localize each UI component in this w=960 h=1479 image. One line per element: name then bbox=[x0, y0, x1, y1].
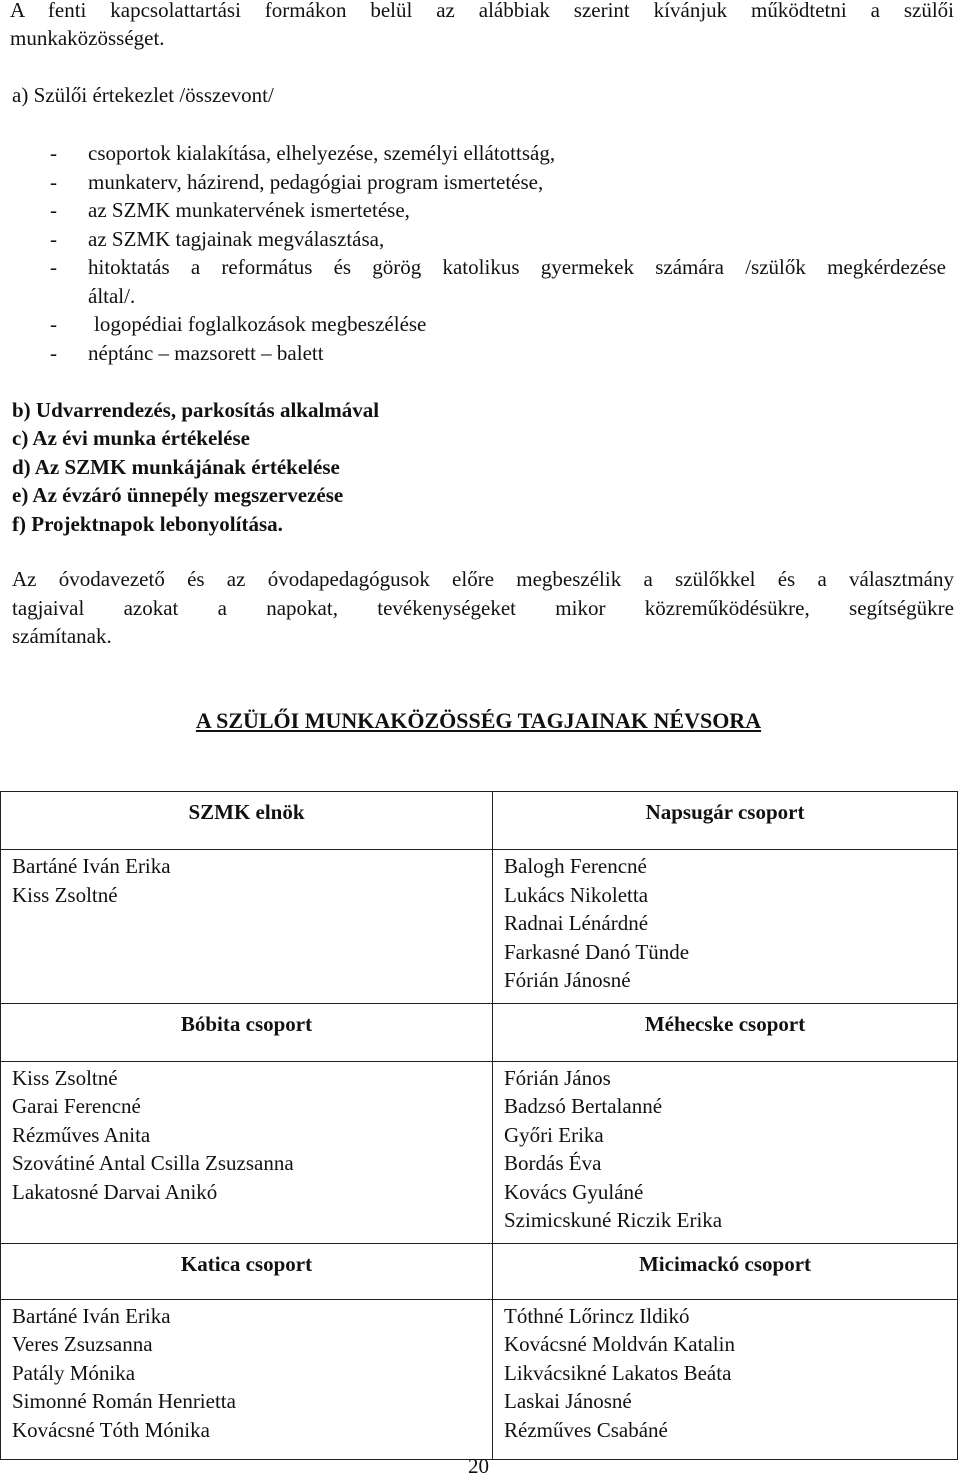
intro-line-1: A fenti kapcsolattartási formákon belül az alábbiak szerint kívánjuk működtetni a szülői bbox=[10, 0, 954, 22]
member-name: Rézműves Csabáné bbox=[504, 1417, 668, 1442]
member-name: Szimicskuné Riczik Erika bbox=[504, 1208, 723, 1232]
member-name: Bartáné Iván Erika bbox=[12, 1303, 171, 1328]
page-number: 20 bbox=[468, 1454, 489, 1478]
table-header-napsugar: Napsugár csoport bbox=[493, 792, 958, 850]
table-cell-bobita bbox=[1, 1061, 493, 1243]
members-table bbox=[0, 791, 958, 1460]
paragraph-line: Az óvodavezető és az óvodapedagógusok előre megbeszélik a szülőkkel és a választmány bbox=[12, 567, 954, 591]
table-header-mehecske: Méhecske csoport bbox=[493, 1003, 958, 1061]
section-b-heading: b) Udvarrendezés, parkosítás alkalmával bbox=[12, 398, 380, 422]
member-name: Fórián Jánosné bbox=[504, 968, 631, 992]
member-name: Badzsó Bertalanné bbox=[504, 1094, 663, 1118]
member-name: Kovács Gyuláné bbox=[504, 1179, 644, 1204]
member-name: Tóthné Lőrincz Ildikó bbox=[504, 1303, 690, 1328]
member-name: Balogh Ferencné bbox=[504, 854, 647, 878]
member-name: Fórián János bbox=[504, 1065, 611, 1090]
table-cell-szmk-elnok bbox=[1, 850, 493, 1004]
member-name: Likvácsikné Lakatos Beáta bbox=[504, 1360, 732, 1385]
section-f-heading: f) Projektnapok lebonyolítása. bbox=[12, 512, 283, 536]
table-cell-micimacko bbox=[493, 1299, 958, 1459]
table-header-micimacko: Micimackó csoport bbox=[493, 1243, 958, 1299]
table-cell-mehecske bbox=[493, 1061, 958, 1243]
table-cell-katica bbox=[1, 1299, 493, 1459]
member-name: Győri Erika bbox=[504, 1122, 604, 1147]
table-header-szmk-elnok: SZMK elnök bbox=[1, 792, 493, 850]
intro-line-2: munkaközösséget. bbox=[10, 26, 165, 50]
member-name: Garai Ferencné bbox=[12, 1094, 141, 1118]
paragraph-line: számítanak. bbox=[12, 624, 112, 648]
member-name: Lakatosné Darvai Anikó bbox=[12, 1179, 218, 1204]
member-name: Kovácsné Moldván Katalin bbox=[504, 1332, 735, 1356]
table-header-bobita: Bóbita csoport bbox=[1, 1003, 493, 1061]
member-name: Rézműves Anita bbox=[12, 1122, 151, 1147]
list-item: - hitoktatás a református és görög katolikus gyermekek számára /szülők megkérdezése bbox=[50, 255, 946, 279]
table-cell-napsugar bbox=[493, 850, 958, 1004]
member-name: Patály Mónika bbox=[12, 1360, 136, 1385]
section-c-heading: c) Az évi munka értékelése bbox=[12, 426, 250, 450]
member-name: Kiss Zsoltné bbox=[12, 882, 118, 907]
member-name: Bartáné Iván Erika bbox=[12, 854, 171, 878]
paragraph-line: tagjaival azokat a napokat, tevékenységeket mikor közreműködésükre, segítségükre bbox=[12, 596, 954, 620]
section-e-heading: e) Az évzáró ünnepély megszervezése bbox=[12, 483, 344, 507]
member-name: Szovátiné Antal Csilla Zsuzsanna bbox=[12, 1151, 294, 1175]
member-name: Farkasné Danó Tünde bbox=[504, 939, 690, 964]
member-name: Radnai Lénárdné bbox=[504, 911, 649, 935]
member-name: Lukács Nikoletta bbox=[504, 882, 649, 907]
member-name: Bordás Éva bbox=[504, 1151, 602, 1175]
page-title: A SZÜLŐI MUNKAKÖZÖSSÉG TAGJAINAK NÉVSORA bbox=[195, 708, 762, 733]
member-name: Laskai Jánosné bbox=[504, 1389, 632, 1413]
section-d-heading: d) Az SZMK munkájának értékelése bbox=[12, 455, 340, 479]
section-a-heading: a) Szülői értekezlet /összevont/ bbox=[12, 83, 274, 107]
member-name: Kiss Zsoltné bbox=[12, 1065, 118, 1090]
list-item-continuation: által/. bbox=[88, 284, 136, 308]
member-name: Kovácsné Tóth Mónika bbox=[12, 1417, 210, 1442]
table-header-katica: Katica csoport bbox=[1, 1243, 493, 1299]
member-name: Simonné Román Henrietta bbox=[12, 1389, 236, 1413]
member-name: Veres Zsuzsanna bbox=[12, 1332, 153, 1356]
